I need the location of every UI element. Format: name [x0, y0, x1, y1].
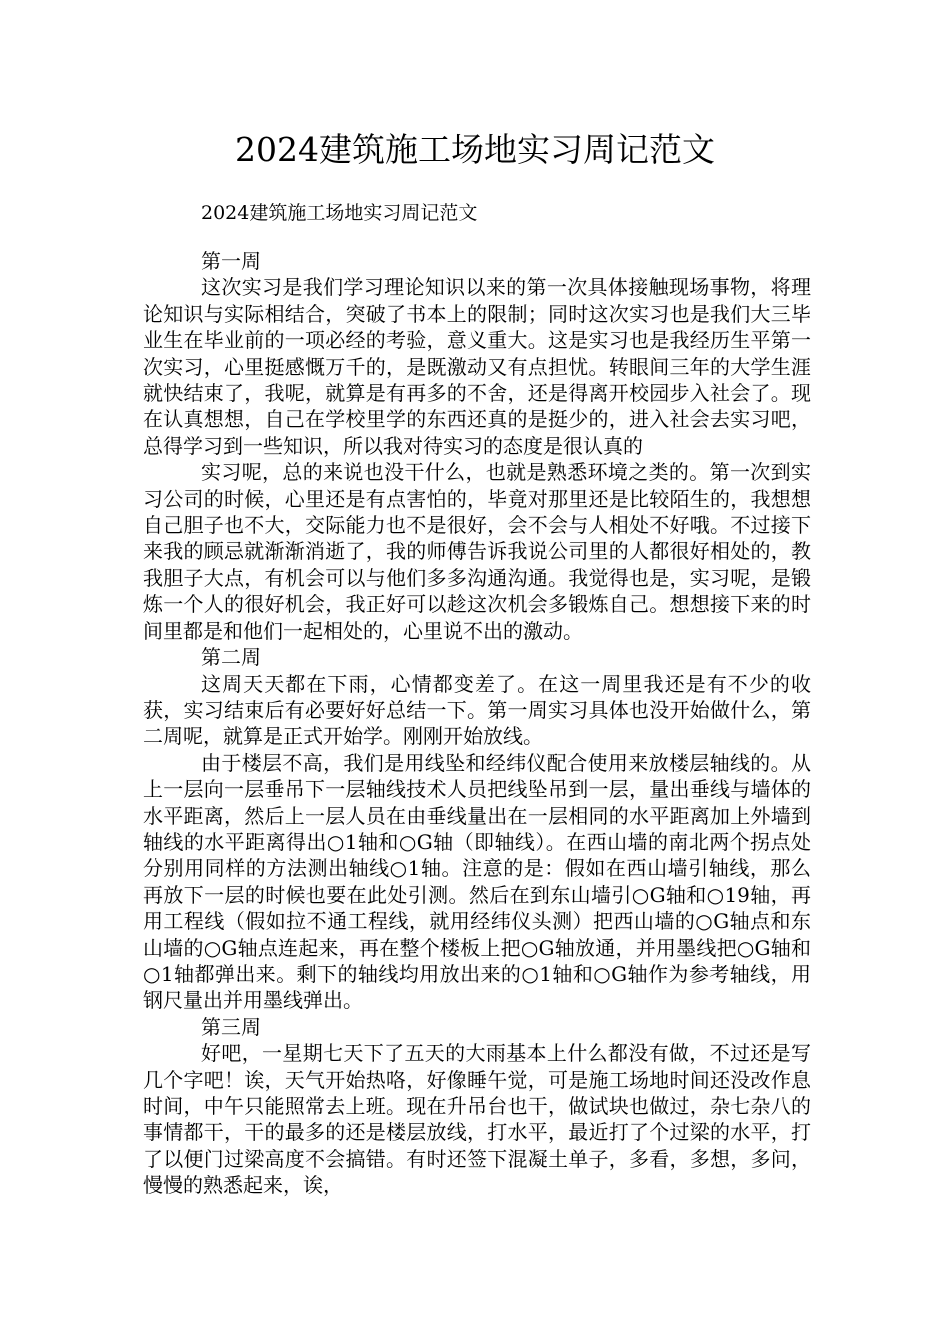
document-body: [143, 248, 811, 1199]
paragraph: 好吧，一星期七天下了五天的大雨基本上什么都没有做，不过还是写几个字吧！诶，天气开始热咯，好像睡午觉，可是施工场地时间还没改作息时间，中午只能照常去上班。现在升吊台也干，做试块也做过，杂七杂八的事情都干，干的最多的还是楼层放线，打水平，最近打了个过梁的水平，打了以便门过梁高度不会搞错。有时还签下混凝土单子，多看，多想，多问，慢慢的熟悉起来，诶，: [143, 1041, 811, 1198]
paragraph: 由于楼层不高，我们是用线坠和经纬仪配合使用来放楼层轴线的。从上一层向一层垂吊下一层轴线技术人员把线坠吊到一层，量出垂线与墙体的水平距离，然后上一层人员在由垂线量出在一层相同的水平距离加上外墙到轴线的水平距离得出○1轴和○G轴（即轴线）。在西山墙的南北两个拐点处分别用同样的方法测出轴线○1轴。注意的是：假如在西山墙引轴线，那么再放下一层的时候也要在此处引测。然后在到东山墙引○G轴和○19轴，再用工程线（假如拉不通工程线，就用经纬仪头测）把西山墙的○G轴点和东山墙的○G轴点连起来，再在整个楼板上把○G轴放通，并用墨线把○G轴和○1轴都弹出来。剩下的轴线均用放出来的○1轴和○G轴作为参考轴线，用钢尺量出并用墨线弹出。: [143, 750, 811, 1013]
week-heading: 第三周: [201, 1014, 261, 1039]
paragraph: 这次实习是我们学习理论知识以来的第一次具体接触现场事物，将理论知识与实际相结合，突破了书本上的限制；同时这次实习也是我们大三毕业生在毕业前的一项必经的考验，意义重大。这是实习也是我经历生平第一次实习，心里挺感慨万千的，是既激动又有点担忧。转眼间三年的大学生涯就快结束了，我呢，就算是有再多的不舍，还是得离开校园步入社会了。现在认真想想，自己在学校里学的东西还真的是挺少的，进入社会去实习吧，总得学习到一些知识，所以我对待实习的态度是很认真的: [143, 275, 811, 458]
paragraph: 实习呢，总的来说也没干什么，也就是熟悉环境之类的。第一次到实习公司的时候，心里还是有点害怕的，毕竟对那里还是比较陌生的，我想想自己胆子也不大，交际能力也不是很好，会不会与人相处不好哦。不过接下来我的顾忌就渐渐消逝了，我的师傅告诉我说公司里的人都很好相处的，教我胆子大点，有机会可以与他们多多沟通沟通。我觉得也是，实习呢，是锻炼一个人的很好机会，我正好可以趁这次机会多锻炼自己。想想接下来的时间里都是和他们一起相处的，心里说不出的激动。: [143, 460, 811, 643]
paragraph: 这周天天都在下雨，心情都变差了。在这一周里我还是有不少的收获，实习结束后有必要好好总结一下。第一周实习具体也没开始做什么，第二周呢，就算是正式开始学。刚刚开始放线。: [143, 671, 811, 749]
document-subtitle: 2024建筑施工场地实习周记范文: [201, 202, 478, 224]
document-title: 2024建筑施工场地实习周记范文: [235, 130, 715, 169]
week-heading: 第一周: [201, 249, 261, 273]
week-heading: 第二周: [201, 645, 261, 670]
